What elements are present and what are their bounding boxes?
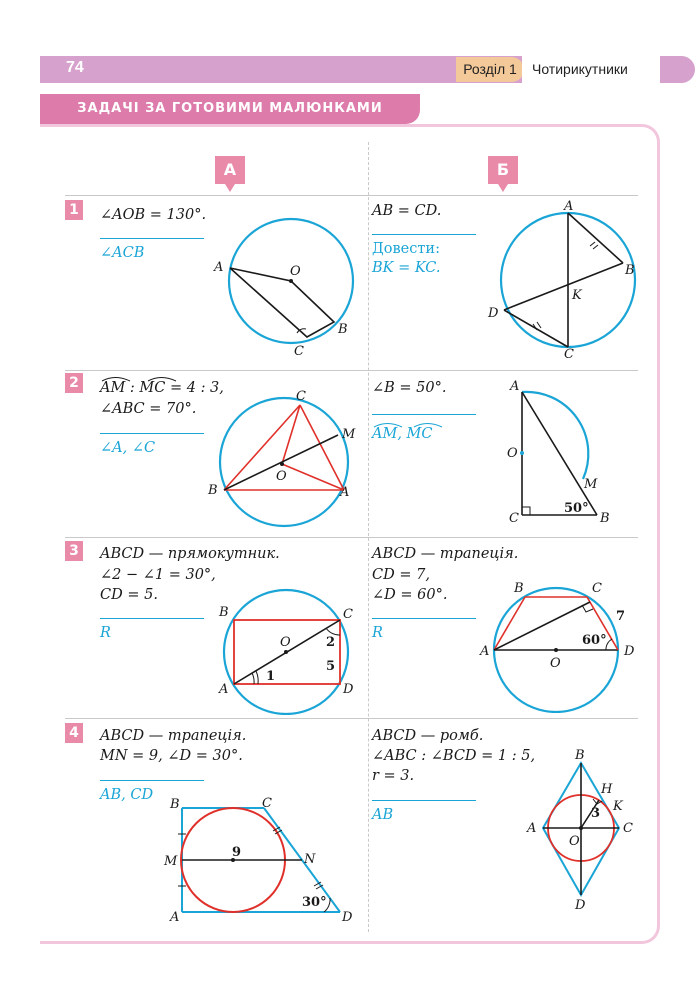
row-number: 4 xyxy=(65,723,83,743)
label-D: D xyxy=(342,910,353,925)
label-C: C xyxy=(623,821,633,836)
label-A: A xyxy=(340,485,350,500)
label-H: H xyxy=(601,782,613,797)
label-A: A xyxy=(219,682,229,697)
given-text: MN = 9, ∠D = 30°. xyxy=(100,748,243,764)
find-text: AB xyxy=(372,807,394,823)
row-number: 1 xyxy=(65,200,83,220)
find-text: ∠ACB xyxy=(100,245,145,261)
label-O: O xyxy=(280,635,291,650)
label-C: C xyxy=(509,511,519,526)
label-7: 7 xyxy=(616,609,626,624)
given-text: ∠ABC : ∠BCD = 1 : 5, xyxy=(372,748,536,764)
label-M: M xyxy=(584,477,598,492)
given-text: ABCD — прямокутник. xyxy=(100,546,280,562)
label-2: 2 xyxy=(326,635,336,650)
label-B: B xyxy=(514,581,524,596)
label-angle: 30° xyxy=(302,895,327,910)
label-5: 5 xyxy=(326,659,336,674)
given-text: CD = 5. xyxy=(100,587,158,603)
diagram-3b xyxy=(478,578,643,713)
label-1: 1 xyxy=(266,669,276,684)
given-text: ∠B = 50°. xyxy=(372,380,447,396)
answer-line xyxy=(100,238,204,239)
label-3: 3 xyxy=(591,806,601,821)
row-number: 2 xyxy=(65,373,83,393)
answer-line xyxy=(372,618,476,619)
label-C: C xyxy=(294,344,304,359)
given-text: ∠D = 60°. xyxy=(372,587,448,603)
diagram-1a xyxy=(200,205,365,365)
given-text: r = 3. xyxy=(372,768,415,784)
given-text: ABCD — ромб. xyxy=(372,728,484,744)
label-D: D xyxy=(575,898,586,913)
label-K: K xyxy=(613,799,623,814)
label-C: C xyxy=(343,607,353,622)
row-separator xyxy=(65,370,638,371)
label-D: D xyxy=(488,306,499,321)
label-A: A xyxy=(564,200,574,214)
prove-text: BK = KC. xyxy=(372,260,441,276)
find-text: AM, MC xyxy=(372,426,433,442)
label-A: A xyxy=(214,260,224,275)
column-marker-b: Б xyxy=(488,156,518,184)
label-O: O xyxy=(550,656,561,671)
diagram-2b xyxy=(500,378,625,528)
page-number: 74 xyxy=(66,59,84,76)
label-B: B xyxy=(208,483,218,498)
find-text: R xyxy=(372,625,383,641)
given-text: CD = 7, xyxy=(372,567,430,583)
label-B: B xyxy=(338,322,348,337)
label-K: K xyxy=(572,288,582,303)
label-C: C xyxy=(262,796,272,811)
answer-line xyxy=(372,414,476,415)
given-text: ∠2 − ∠1 = 30°, xyxy=(100,567,216,583)
label-C: C xyxy=(296,389,306,404)
label-O: O xyxy=(569,834,580,849)
given-text: AB = CD. xyxy=(372,203,442,219)
label-A: A xyxy=(170,910,180,925)
label-A: A xyxy=(527,821,537,836)
diagram-2a xyxy=(200,380,365,535)
label-angle: 50° xyxy=(564,501,589,516)
label-O: O xyxy=(290,264,301,279)
label-A: A xyxy=(480,644,490,659)
label-O: O xyxy=(276,469,287,484)
answer-line xyxy=(100,780,204,781)
find-text: R xyxy=(100,625,111,641)
label-O: O xyxy=(507,446,518,461)
find-text: ∠A, ∠C xyxy=(100,440,156,456)
given-text: ABCD — трапеція. xyxy=(100,728,247,744)
label-angle: 60° xyxy=(582,633,607,648)
label-M: M xyxy=(164,854,178,869)
row-separator xyxy=(65,537,638,538)
label-B: B xyxy=(625,263,635,278)
label-A: A xyxy=(510,379,520,394)
label-C: C xyxy=(564,347,574,360)
row-number: 3 xyxy=(65,541,83,561)
answer-line xyxy=(100,618,204,619)
given-text: ∠ABC = 70°. xyxy=(100,401,197,417)
diagram-3a xyxy=(210,580,365,715)
label-M: M xyxy=(342,427,356,442)
label-B: B xyxy=(575,748,585,763)
label-D: D xyxy=(343,682,354,697)
given-text: AM : MC = 4 : 3, xyxy=(100,380,224,396)
answer-line xyxy=(372,234,476,235)
answer-line xyxy=(100,433,204,434)
label-D: D xyxy=(624,644,635,659)
label-B: B xyxy=(219,605,229,620)
diagram-4b xyxy=(515,745,640,915)
answer-line xyxy=(372,800,476,801)
column-marker-a: А xyxy=(215,156,245,184)
diagram-1b xyxy=(480,200,645,360)
given-text: ∠AOB = 130°. xyxy=(100,207,207,223)
label-N: N xyxy=(304,852,316,867)
label-C: C xyxy=(592,581,602,596)
given-text: ABCD — трапеція. xyxy=(372,546,519,562)
chapter-title: Чотирикутники xyxy=(522,56,660,83)
row-separator xyxy=(65,718,638,719)
label-9: 9 xyxy=(232,845,242,860)
row-separator xyxy=(65,195,638,196)
page-title: ЗАДАЧІ ЗА ГОТОВИМИ МАЛЮНКАМИ xyxy=(77,101,383,116)
diagram-4a xyxy=(160,795,360,930)
label-B: B xyxy=(600,511,610,526)
prove-label: Довести: xyxy=(372,241,440,257)
find-text: AB, CD xyxy=(100,787,154,803)
section-label: Розділ 1 xyxy=(456,57,524,82)
label-B: B xyxy=(170,797,180,812)
